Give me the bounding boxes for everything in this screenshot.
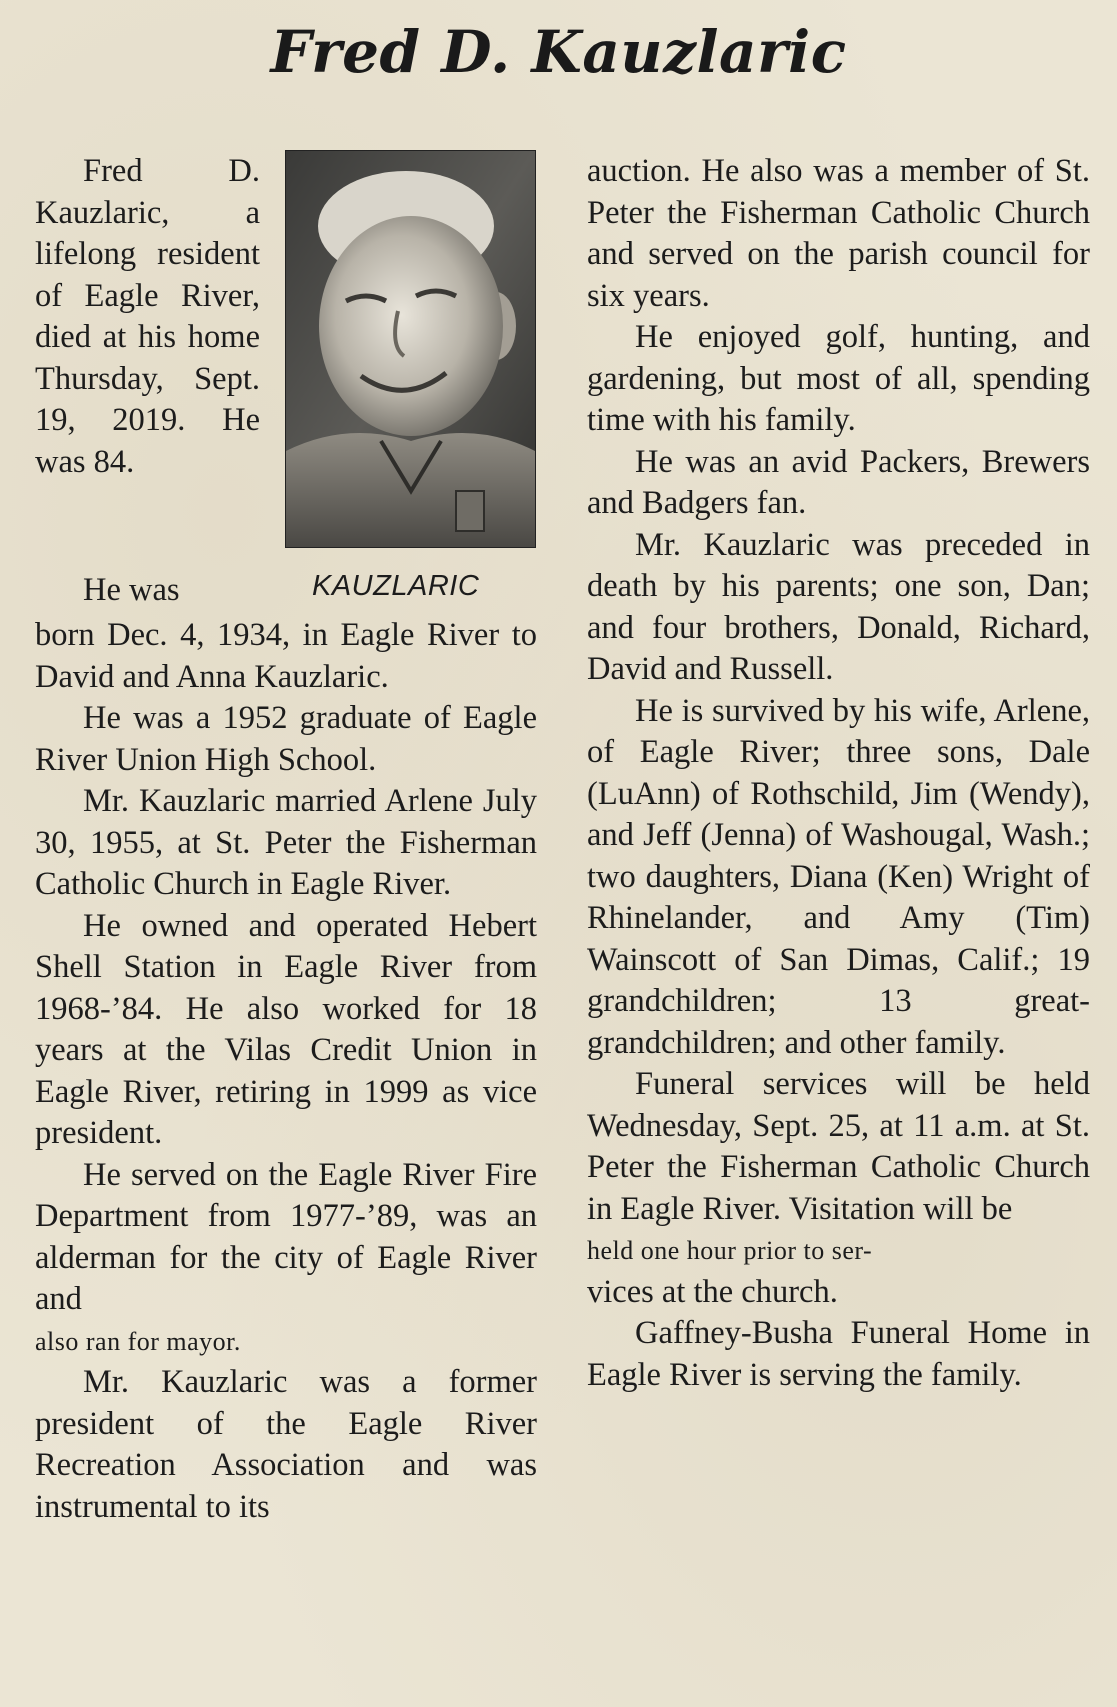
- right-column: [587, 151, 1090, 1396]
- survived-paragraph: He is survived by his wife, Arlene, of Eagle River; three sons, Dale (LuAnn) of Rothschild, Jim (Wendy), and Jeff (Jenna) of Washougal, Wash.; two daughters, Diana (Ken) Wright of Rhinelander, and Amy (Tim) Wainscott of San Dimas, Calif.; 19 grandchildren; 13 great-grandchildren; and other family.: [587, 692, 1090, 1061]
- marriage-paragraph: Mr. Kauzlaric married Arlene July 30, 1955, at St. Peter the Fisherman Catholic Church in Eagle River.: [35, 783, 537, 902]
- graduation-paragraph: He was a 1952 graduate of Eagle River Union High School.: [35, 700, 537, 778]
- born-lead-text: He was: [83, 572, 180, 608]
- born-paragraph-start: [35, 570, 260, 612]
- fan-paragraph: He was an avid Packers, Brewers and Badgers fan.: [587, 443, 1090, 521]
- intro-paragraph: Fred D. Kauzlaric, a lifelong resident of Eagle River, died at his home Thursday, Sept. 19, 2019. He was 84.: [35, 153, 260, 480]
- hobbies-paragraph: He enjoyed golf, hunting, and gardening, but most of all, spending time with his family.: [587, 319, 1090, 438]
- obituary-headline: Fred D. Kauzlaric: [270, 18, 847, 86]
- portrait-image: [285, 150, 536, 548]
- funeral-tail-line: vices at the church.: [587, 1273, 838, 1310]
- civic-paragraph-tail: also ran for mayor.: [35, 1326, 241, 1356]
- funeral-home-paragraph: Gaffney-Busha Funeral Home in Eagle River is serving the family.: [587, 1315, 1090, 1393]
- civic-paragraph: He served on the Eagle River Fire Department from 1977-’89, was an alderman for the city of Eagle River and: [35, 1156, 537, 1317]
- career-paragraph: He owned and operated Hebert Shell Station in Eagle River from 1968-’84. He also worked for 18 years at the Vilas Credit Union in Eagle River, retiring in 1999 as vice president.: [35, 907, 537, 1151]
- intro-column: [35, 151, 260, 483]
- photo-caption: KAUZLARIC: [312, 570, 480, 602]
- funeral-paragraph: Funeral services will be held Wednesday, Sept. 25, at 11 a.m. at St. Peter the Fisherman Catholic Church in Eagle River. Visitation will be: [587, 1066, 1090, 1227]
- left-column: [35, 615, 537, 1528]
- church-paragraph: auction. He also was a member of St. Peter the Fisherman Catholic Church and served on the parish council for six years.: [587, 153, 1090, 314]
- portrait-photo: [285, 150, 536, 549]
- born-paragraph: born Dec. 4, 1934, in Eagle River to David and Anna Kauzlaric.: [35, 617, 537, 695]
- recreation-paragraph: Mr. Kauzlaric was a former president of the Eagle River Recreation Association and was instrumental to its: [35, 1364, 537, 1525]
- preceded-paragraph: Mr. Kauzlaric was preceded in death by his parents; one son, Dan; and four brothers, Donald, Richard, David and Russell.: [587, 526, 1090, 687]
- funeral-small-line: held one hour prior to ser-: [587, 1236, 873, 1265]
